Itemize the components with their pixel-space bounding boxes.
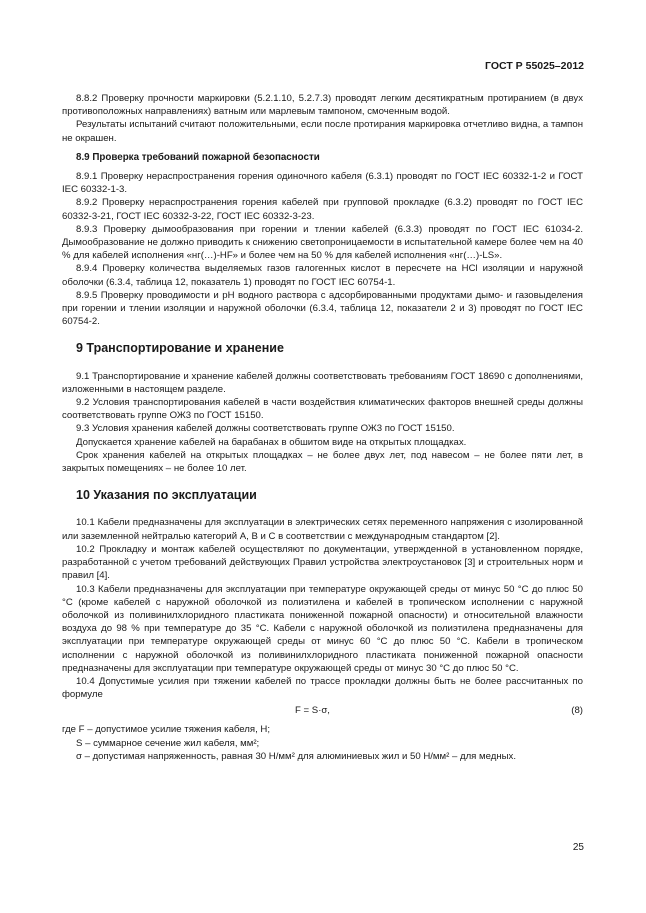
- paragraph-9-3: 9.3 Условия хранения кабелей должны соответствовать группе ОЖ3 по ГОСТ 15150.: [76, 423, 455, 435]
- definition-s: S – суммарное сечение жил кабеля, мм²;: [76, 737, 260, 749]
- formula: F = S·σ,: [295, 705, 330, 717]
- paragraph-10-3: 10.3 Кабели предназначены для эксплуатации при температуре окружающей среды от минус 50 °С до плюс 50 °С (кроме кабелей с наружной оболочкой из полиэтилена и кабелей в тропическом исполнении с наружной оболочкой из поливинилхлоридного пластиката пониженной пожарной опасности) и относительной влажности воздуха до 98 % при температуре до 35 °С. Кабели с наружной оболочкой из полиэтилена предназначены для эксплуатации при температуре окружающей среды от минус 60 °С до плюс 50 °С. Кабели в тропическом исполнении с наружной оболочкой из поливинилхлоридного пластиката пониженной пожарной опасности предназначены для эксплуатации при температуре окружающей среды от минус 30 °С до плюс 50 °С.: [62, 583, 583, 674]
- paragraph-10-2: 10.2 Прокладку и монтаж кабелей осуществляют по документации, утвержденной в установленном порядке, разработанной с учетом требований действующих Правил устройства электроустановок [3] и строительных норм и правил [4].: [62, 543, 583, 582]
- paragraph-8-9-5: 8.9.5 Проверку проводимости и pH водного раствора с адсорбированными продуктами дымо- и газовыделения при горении и тлении изоляции и наружной оболочки (6.3.4, таблица 12, показатели 2 и 3) проводят по ГОСТ IEC 60754-2.: [62, 289, 583, 328]
- paragraph-8-8-2: 8.8.2 Проверку прочности маркировки (5.2.1.10, 5.2.7.3) проводят легким десятикратным протиранием (в двух противоположных направлениях) ватным или марлевым тампоном, смоченным водой.: [62, 93, 583, 118]
- paragraph-8-9-2: 8.9.2 Проверку нераспространения горения кабелей при групповой прокладке (6.3.2) проводят по ГОСТ IEC 60332-3-21, ГОСТ IEC 60332-3-22, ГОСТ IEC 60332-3-23.: [62, 197, 583, 222]
- paragraph-8-9-1: 8.9.1 Проверку нераспространения горения одиночного кабеля (6.3.1) проводят по ГОСТ IEC 60332-1-2 и ГОСТ IEC 60332-1-3.: [62, 171, 583, 196]
- paragraph-9-2: 9.2 Условия транспортирования кабелей в части воздействия климатических факторов внешней среды должны соответствовать группе ОЖ3 по ГОСТ 15150.: [62, 397, 583, 422]
- definition-f: где F – допустимое усилие тяжения кабеля, Н;: [62, 724, 271, 736]
- paragraph-10-4: 10.4 Допустимые усилия при тяжении кабелей по трассе прокладки должны быть не более рассчитанных по формуле: [62, 675, 583, 701]
- paragraph-10-1: 10.1 Кабели предназначены для эксплуатации в электрических сетях переменного напряжения с изолированной или заземленной нейтралью категорий А, В и С в соответствии с международным стандартом [2].: [62, 517, 583, 542]
- paragraph-9-3-storage-period: Срок хранения кабелей на открытых площадках – не более двух лет, под навесом – не более пяти лет, в закрытых помещениях – не более 10 лет.: [62, 449, 583, 475]
- paragraph-8-8-2-result: Результаты испытаний считают положительными, если после протирания маркировка отчетливо видна, а тампон не окрашен.: [62, 119, 583, 144]
- paragraph-9-1: 9.1 Транспортирование и хранение кабелей должны соответствовать требованиям ГОСТ 18690 с дополнениями, изложенными в настоящем разделе.: [62, 370, 583, 395]
- page-body: [62, 92, 583, 763]
- definition-sigma: σ – допустимая напряженность, равная 30 Н/мм² для алюминиевых жил и 50 Н/мм² – для медных.: [76, 750, 517, 762]
- paragraph-8-9-4: 8.9.4 Проверку количества выделяемых газов галогенных кислот в пересчете на HCl изоляции и наружной оболочки (6.3.4, таблица 12, показатель 1) проводят по ГОСТ IEC 60754-1.: [62, 263, 583, 288]
- equation-number: (8): [571, 705, 583, 717]
- section-heading-10: 10 Указания по эксплуатации: [76, 488, 257, 503]
- formula-row: [62, 704, 583, 720]
- section-heading-8-9: 8.9 Проверка требований пожарной безопасности: [76, 151, 320, 163]
- page-number: 25: [572, 842, 584, 853]
- standard-designation: ГОСТ Р 55025–2012: [485, 60, 584, 72]
- paragraph-8-9-3: 8.9.3 Проверку дымообразования при горении и тлении кабелей (6.3.3) проводят по ГОСТ IEC 61034-2. Дымообразование не должно приводить к снижению светопроницаемости в испытательной камере более чем на 40 % для кабелей исполнения «нг(…)-HF» и более чем на 50 % для кабелей исполнения «нг(…)-LS».: [62, 223, 583, 262]
- section-heading-9: 9 Транспортирование и хранение: [76, 341, 284, 356]
- paragraph-9-3-drums: Допускается хранение кабелей на барабанах в обшитом виде на открытых площадках.: [76, 436, 467, 448]
